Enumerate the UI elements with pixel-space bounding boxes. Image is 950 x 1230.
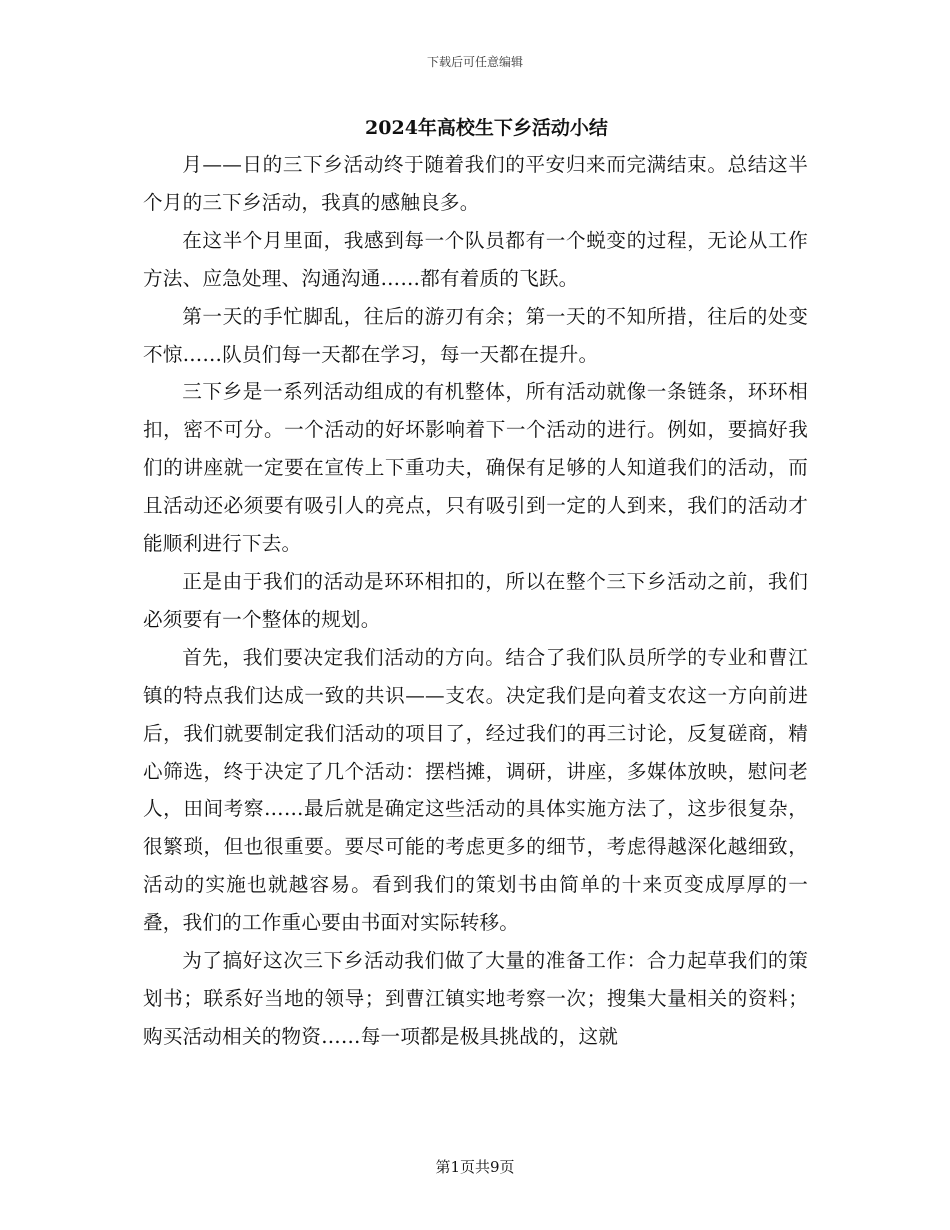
document-title: 2024年高校生下乡活动小结 (365, 117, 608, 139)
page-number: 第1页共9页 (435, 1158, 515, 1176)
paragraph: 为了搞好这次三下乡活动我们做了大量的准备工作：合力起草我们的策划书；联系好当地的领导；到曹江镇实地考察一次；搜集大量相关的资料；购买活动相关的物资……每一项都是极具挑战的，这就 (143, 949, 808, 1048)
header-note: 下载后可任意编辑 (426, 55, 523, 69)
paragraph: 正是由于我们的活动是环环相扣的，所以在整个三下乡活动之前，我们必须要有一个整体的规划。 (143, 569, 808, 631)
paragraph: 第一天的手忙脚乱，往后的游刃有余；第一天的不知所措，往后的处变不惊……队员们每一天都在学习，每一天都在提升。 (143, 304, 808, 366)
paragraph: 在这半个月里面，我感到每一个队员都有一个蜕变的过程，无论从工作方法、应急处理、沟通沟通……都有着质的飞跃。 (143, 228, 808, 290)
paragraph: 月——日的三下乡活动终于随着我们的平安归来而完满结束。总结这半个月的三下乡活动，我真的感触良多。 (143, 153, 808, 214)
document-body (143, 112, 808, 1056)
paragraph: 三下乡是一系列活动组成的有机整体，所有活动就像一条链条，环环相扣，密不可分。一个活动的好坏影响着下一个活动的进行。例如，要搞好我们的讲座就一定要在宣传上下重功夫，确保有足够的人知道我们的活动，而且活动还必须要有吸引人的亮点，只有吸引到一定的人到来，我们的活动才能顺利进行下去。 (143, 380, 808, 556)
paragraph: 首先，我们要决定我们活动的方向。结合了我们队员所学的专业和曹江镇的特点我们达成一致的共识——支农。决定我们是向着支农这一方向前进后，我们就要制定我们活动的项目了，经过我们的再三讨论，反复磋商，精心筛选，终于决定了几个活动：摆档摊，调研，讲座，多媒体放映，慰问老人，田间考察……最后就是确定这些活动的具体实施方法了，这步很复杂，很繁琐，但也很重要。要尽可能的考虑更多的细节，考虑得越深化越细致，活动的实施也就越容易。看到我们的策划书由简单的十来页变成厚厚的一叠，我们的工作重心要由书面对实际转移。 (143, 645, 808, 935)
